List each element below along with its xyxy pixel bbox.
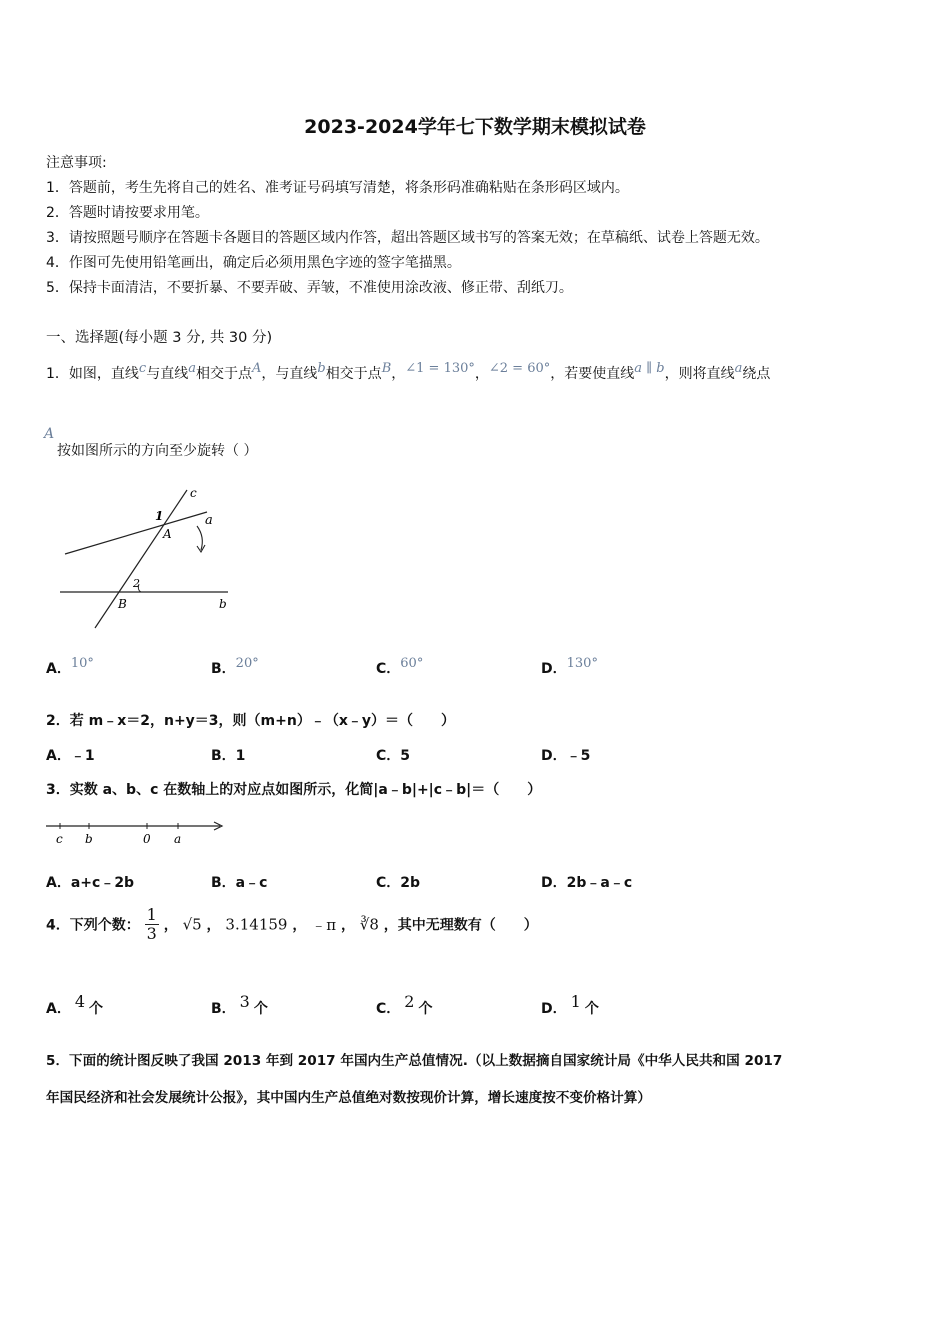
q1-text: 相交于点 bbox=[195, 366, 252, 382]
option-unit: 个 bbox=[89, 1001, 104, 1017]
q1-var-a: a bbox=[188, 361, 196, 376]
option-label: C． bbox=[376, 1001, 401, 1017]
q2-option-a[interactable] bbox=[46, 745, 95, 765]
q2-option-d[interactable] bbox=[541, 745, 590, 765]
fig-label-2: 2 bbox=[133, 577, 140, 590]
q1-text: ，与直线 bbox=[261, 366, 318, 382]
q4-sqrt5: √5 bbox=[182, 915, 202, 934]
q5-stem-line2: 年国民经济和社会发展统计公报》，其中国内生产总值绝对数按现价计算，增长速度按不变价格计算） bbox=[46, 1090, 651, 1106]
note-item-4: 4．作图可先使用铅笔画出，确定后必须用黑色字迹的签字笔描黑。 bbox=[46, 255, 461, 271]
option-value: 20° bbox=[235, 656, 259, 671]
page-title: 2023-2024学年七下数学期末模拟试卷 bbox=[304, 116, 646, 138]
fig-label-A: A bbox=[163, 527, 172, 541]
option-label: C． bbox=[376, 875, 401, 891]
q3-stem: 3．实数 a、b、c 在数轴上的对应点如图所示，化简|a﹣b|+|c﹣b|＝（ ） bbox=[46, 782, 542, 798]
line-c bbox=[95, 490, 187, 628]
option-value: 1 bbox=[235, 748, 246, 764]
q1-option-c[interactable] bbox=[376, 658, 423, 678]
q1-parallel: a ∥ b bbox=[634, 361, 665, 376]
note-item-2: 2．答题时请按要求用笔。 bbox=[46, 205, 209, 221]
q4-sep: ， bbox=[163, 917, 178, 934]
line-a bbox=[65, 512, 207, 554]
option-label: D． bbox=[541, 875, 567, 891]
option-label: B． bbox=[211, 875, 236, 891]
option-value: 10° bbox=[70, 656, 94, 671]
option-unit: 个 bbox=[418, 1001, 433, 1017]
option-label: C． bbox=[376, 661, 401, 677]
q4-sep: ， bbox=[292, 917, 307, 934]
q1-text: ， bbox=[474, 366, 489, 382]
axis-label-c: c bbox=[56, 832, 63, 846]
q3-option-b[interactable] bbox=[211, 872, 267, 892]
q3-option-c[interactable] bbox=[376, 872, 420, 892]
q2-option-b[interactable] bbox=[211, 745, 245, 765]
option-label: D． bbox=[541, 661, 567, 677]
q4-cbrt8: ∛8 bbox=[359, 915, 379, 934]
q1-stem-line2: 按如图所示的方向至少旋转（ ） bbox=[57, 443, 258, 459]
option-label: A． bbox=[46, 661, 71, 677]
q2-stem: 2．若 m﹣x＝2，n+y＝3，则（m+n）﹣（x﹣y）＝（ ） bbox=[46, 713, 455, 729]
option-value: 2b﹣a﹣c bbox=[566, 875, 633, 891]
q3-option-a[interactable] bbox=[46, 872, 134, 892]
axis-label-b: b bbox=[85, 832, 93, 846]
option-label: C． bbox=[376, 748, 401, 764]
option-label: D． bbox=[541, 748, 567, 764]
option-label: B． bbox=[211, 1001, 236, 1017]
option-number: 2 bbox=[404, 992, 415, 1011]
q1-stem bbox=[46, 363, 770, 383]
fig-label-c: c bbox=[190, 486, 197, 500]
q1-var-c: c bbox=[138, 361, 147, 376]
section-heading: 一、选择题(每小题 3 分, 共 30 分) bbox=[46, 330, 273, 346]
note-item-5: 5．保持卡面清洁，不要折暴、不要弄破、弄皱，不准使用涂改液、修正带、刮纸刀。 bbox=[46, 280, 573, 296]
q1-option-d[interactable] bbox=[541, 658, 598, 678]
option-value: 2b bbox=[400, 875, 421, 891]
q1-text: 与直线 bbox=[146, 366, 189, 382]
q5-stem-line1: 5．下面的统计图反映了我国 2013 年到 2017 年国内生产总值情况.（以上数据摘自国家统计局《中华人民共和国 2017 bbox=[46, 1053, 783, 1069]
option-value: 60° bbox=[400, 656, 424, 671]
option-value: ﹣5 bbox=[566, 748, 591, 764]
option-value: 5 bbox=[400, 748, 411, 764]
option-value: a﹣c bbox=[235, 875, 268, 891]
q1-option-b[interactable] bbox=[211, 658, 259, 678]
notes-heading: 注意事项: bbox=[46, 155, 107, 171]
option-label: B． bbox=[211, 748, 236, 764]
q1-text: 绕点 bbox=[742, 366, 771, 382]
q2-option-c[interactable] bbox=[376, 745, 410, 765]
q1-text: ，若要使直线 bbox=[550, 366, 635, 382]
q4-stem bbox=[46, 906, 538, 943]
q1-text: ， bbox=[391, 366, 406, 382]
q1-angle-1: ∠1 = 130° bbox=[405, 361, 475, 376]
note-item-3: 3．请按照题号顺序在答题卡各题目的答题区域内作答，超出答题区域书写的答案无效；在草稿纸、试卷上答题无效。 bbox=[46, 230, 769, 246]
option-unit: 个 bbox=[253, 1001, 268, 1017]
option-label: B． bbox=[211, 661, 236, 677]
option-label: D． bbox=[541, 1001, 567, 1017]
option-value: ﹣1 bbox=[70, 748, 95, 764]
fig-label-B: B bbox=[118, 597, 127, 611]
option-unit: 个 bbox=[584, 1001, 599, 1017]
q1-text: ，则将直线 bbox=[664, 366, 735, 382]
fig-label-1: 1 bbox=[155, 509, 164, 523]
q4-neg-pi: ﹣π bbox=[311, 916, 337, 934]
q3-option-d[interactable] bbox=[541, 872, 632, 892]
axis-label-zero: 0 bbox=[143, 832, 151, 846]
q4-lead: 4．下列个数： bbox=[46, 917, 140, 934]
q1-angle-2: ∠2 = 60° bbox=[488, 361, 551, 376]
q3-number-line bbox=[42, 815, 227, 847]
fraction-numerator: 1 bbox=[146, 905, 157, 924]
q1-var-B: B bbox=[381, 361, 392, 376]
q4-option-a[interactable] bbox=[46, 992, 103, 1018]
axis-label-a: a bbox=[174, 832, 182, 846]
q4-number: 3.14159 bbox=[225, 915, 288, 934]
option-label: A． bbox=[46, 748, 71, 764]
q1-var-a: a bbox=[734, 361, 743, 376]
q1-var-b: b bbox=[317, 361, 326, 376]
q1-var-A: A bbox=[251, 361, 262, 376]
q1-option-a[interactable] bbox=[46, 658, 94, 678]
q4-tail: ，其中无理数有（ ） bbox=[383, 917, 538, 934]
q4-fraction bbox=[145, 906, 159, 943]
q1-var-A: A bbox=[44, 426, 55, 442]
q1-geometry-figure bbox=[55, 482, 240, 632]
fig-label-b: b bbox=[219, 597, 227, 611]
option-label: A． bbox=[46, 875, 71, 891]
q4-option-b[interactable] bbox=[211, 992, 268, 1018]
fig-label-a: a bbox=[205, 513, 213, 528]
q4-sep: ， bbox=[206, 917, 221, 934]
q4-sep: ， bbox=[340, 917, 355, 934]
fraction-denominator: 3 bbox=[146, 924, 157, 943]
option-value: 130° bbox=[566, 656, 598, 671]
option-number: 4 bbox=[74, 992, 86, 1011]
q4-option-c[interactable] bbox=[376, 992, 432, 1018]
q4-option-d[interactable] bbox=[541, 992, 599, 1018]
option-label: A． bbox=[46, 1001, 71, 1017]
option-number: 1 bbox=[570, 992, 581, 1011]
option-value: a+c﹣2b bbox=[70, 875, 135, 891]
note-item-1: 1．答题前，考生先将自己的姓名、准考证号码填写清楚，将条形码准确粘贴在条形码区域内。 bbox=[46, 180, 629, 196]
q1-text: 1．如图，直线 bbox=[46, 366, 139, 382]
option-number: 3 bbox=[239, 992, 250, 1011]
q1-text: 相交于点 bbox=[325, 366, 382, 382]
